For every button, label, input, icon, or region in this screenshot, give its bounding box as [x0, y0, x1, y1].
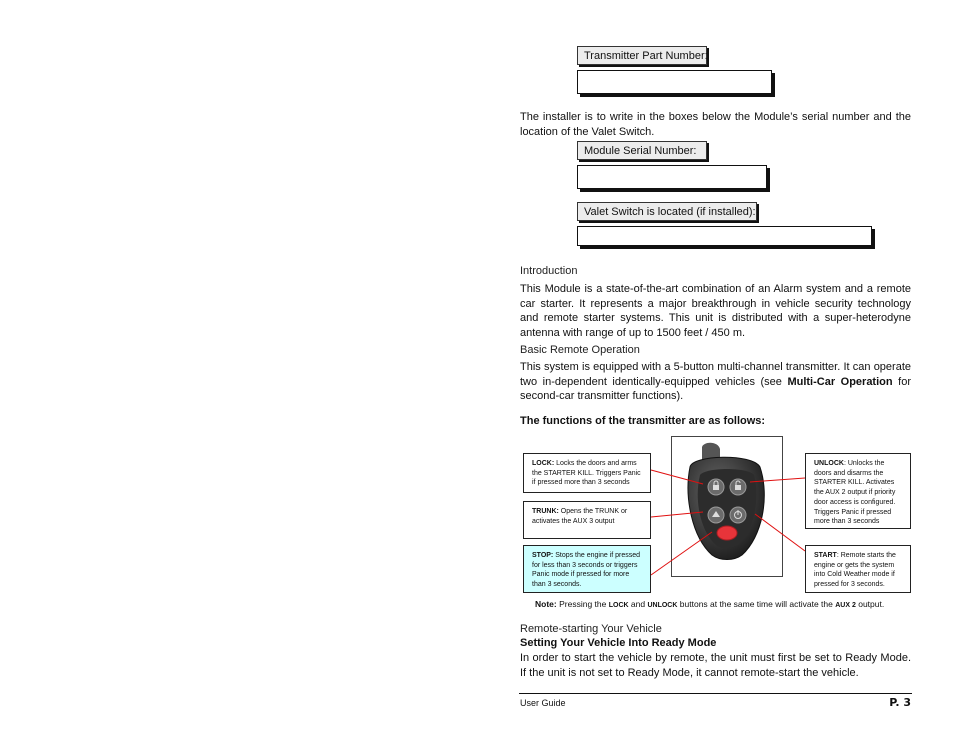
callout-trunk: TRUNK: Opens the TRUNK or activates the AUX 3 output [523, 501, 651, 539]
basic-remote-body: This system is equipped with a 5-button multi-channel transmitter. It can operate two in-dependent identically-equipped vehicles (see Multi-Car Operation for second-car transmitter functions). [520, 361, 911, 403]
introduction-body: This Module is a state-of-the-art combination of an Alarm system and a remote car starter. It represents a major breakthrough in vehicle security technology and remote starter systems. This unit is distributed with a super-heterodyne antenna with range of up to 1500 feet / 450 m. [520, 283, 911, 339]
module-serial-label: Module Serial Number: [577, 141, 707, 160]
page-number: P. 3 [889, 696, 911, 709]
note-line: Note: Pressing the LOCK and UNLOCK buttons at the same time will activate the AUX 2 output. [535, 599, 885, 609]
callout-unlock: UNLOCK: Unlocks the doors and disarms the STARTER KILL. Activates the AUX 2 output if priority door access is configured. Triggers Panic if pressed more than 3 seconds [805, 453, 911, 529]
functions-heading: The functions of the transmitter are as follows: [520, 415, 766, 427]
ready-mode-body: In order to start the vehicle by remote, the unit must first be set to Ready Mode. If the unit is not set to Ready Mode, it cannot remote-start the vehicle. [520, 652, 911, 679]
transmitter-part-label: Transmitter Part Number: [577, 46, 707, 65]
callout-start: START: Remote starts the engine or gets the system into Cold Weather mode if pressed for 3 seconds. [805, 545, 911, 593]
callout-stop: STOP: Stops the engine if pressed for less than 3 seconds or triggers Panic mode if pressed for more than 3 seconds. [523, 545, 651, 593]
basic-remote-heading: Basic Remote Operation [520, 344, 640, 356]
introduction-heading: Introduction [520, 265, 578, 277]
installer-instruction: The installer is to write in the boxes below the Module’s serial number and the location of the Valet Switch. [520, 111, 911, 138]
valet-switch-label: Valet Switch is located (if installed): [577, 202, 757, 221]
remote-starting-heading: Remote-starting Your Vehicle [520, 623, 662, 635]
footer-title: User Guide [520, 698, 566, 708]
callout-lock: LOCK: Locks the doors and arms the STARTER KILL. Triggers Panic if pressed more than 3 seconds [523, 453, 651, 493]
ready-mode-subheading: Setting Your Vehicle Into Ready Mode [520, 637, 717, 649]
footer-rule [519, 693, 912, 694]
